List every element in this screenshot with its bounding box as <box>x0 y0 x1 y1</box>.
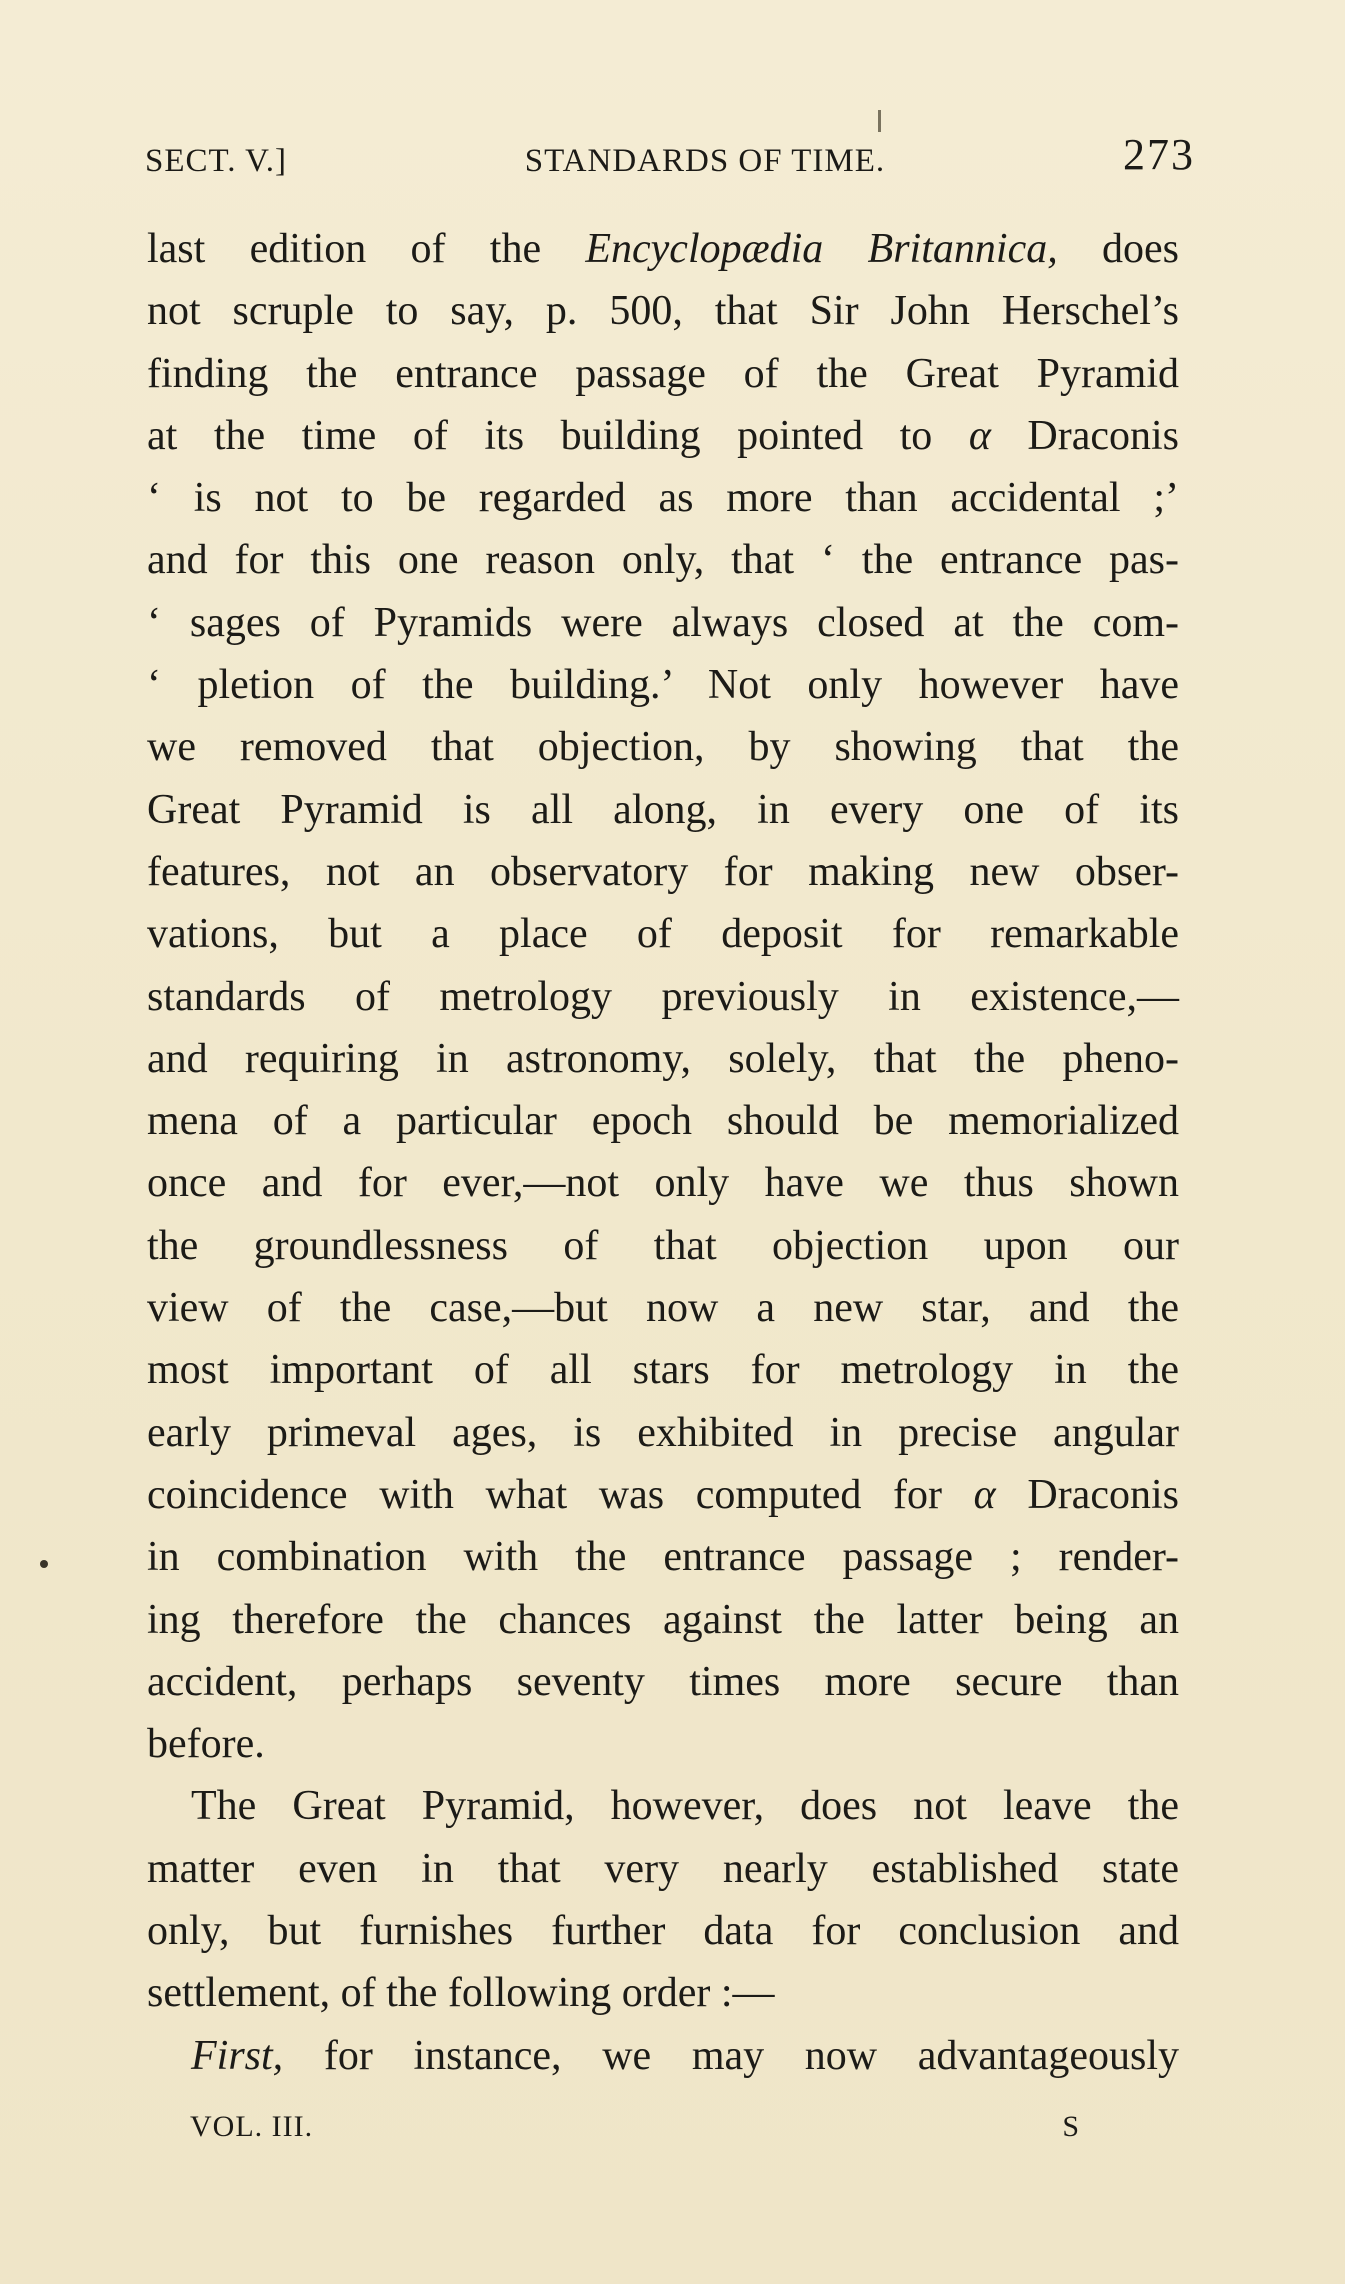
text-run: ‘ pletion of the building.’ Not only however have <box>147 662 1179 709</box>
text-line <box>147 1152 1179 1214</box>
text-line <box>147 1090 1179 1152</box>
text-line <box>147 467 1179 529</box>
text-line <box>147 343 1179 405</box>
text-line <box>147 1526 1179 1588</box>
text-line <box>147 280 1179 342</box>
signature-line <box>190 2110 1080 2144</box>
text-run: vations, but a place of deposit for remarkable <box>147 911 1179 958</box>
text-run: finding the entrance passage of the Great Pyramid <box>147 350 1179 397</box>
text-line <box>147 218 1179 280</box>
paragraph <box>147 2025 1179 2087</box>
text-line <box>147 1589 1179 1651</box>
paragraph <box>147 1775 1179 2024</box>
text-run: ing therefore the chances against the latter being an <box>147 1596 1179 1643</box>
text-run: The Great Pyramid, however, does not leave the <box>191 1783 1179 1830</box>
text-line <box>147 1339 1179 1401</box>
text-line <box>147 1775 1179 1837</box>
text-run: most important of all stars for metrology in the <box>147 1347 1179 1394</box>
text-run: view of the case,—but now a new star, and the <box>147 1285 1179 1332</box>
text-line <box>147 903 1179 965</box>
text-run: last edition of the <box>147 226 586 272</box>
text-run: we removed that objection, by showing that the <box>147 724 1179 771</box>
text-run: coincidence with what was computed for <box>147 1471 974 1518</box>
text-line <box>147 1962 1179 2024</box>
italic-text: First, <box>191 2032 284 2079</box>
text-line <box>147 405 1179 467</box>
margin-dot <box>40 1560 48 1568</box>
text-run: for instance, we may now advantageously <box>283 2032 1179 2079</box>
text-run: before. <box>147 1721 265 1768</box>
text-line <box>147 529 1179 591</box>
text-run: the groundlessness of that objection upon our <box>147 1222 1179 1269</box>
italic-text: Encyclopædia Britannica, <box>585 226 1058 272</box>
text-line <box>147 592 1179 654</box>
paragraph <box>147 218 1179 1775</box>
volume-signature: VOL. III. <box>190 2110 314 2143</box>
text-run: not scruple to say, p. 500, that Sir John Herschel’s <box>147 288 1179 335</box>
text-line <box>147 966 1179 1028</box>
text-run: features, not an observatory for making new obser- <box>147 848 1179 895</box>
text-line <box>147 1713 1179 1775</box>
text-run: once and for ever,—not only have we thus shown <box>147 1160 1179 1207</box>
text-run: does <box>1057 226 1179 272</box>
text-run: settlement, of the following order :— <box>147 1970 775 2017</box>
text-line <box>147 654 1179 716</box>
text-run: in combination with the entrance passage ; render- <box>147 1534 1179 1581</box>
text-line <box>147 1900 1179 1962</box>
text-line <box>147 1215 1179 1277</box>
italic-text: α <box>968 412 991 459</box>
text-line <box>147 1838 1179 1900</box>
text-run: early primeval ages, is exhibited in precise angular <box>147 1409 1179 1456</box>
text-line <box>147 1402 1179 1464</box>
text-run: Great Pyramid is all along, in every one of its <box>147 786 1179 833</box>
text-line <box>147 1651 1179 1713</box>
text-line <box>147 1277 1179 1339</box>
text-line <box>147 1028 1179 1090</box>
page-number: 273 <box>1122 130 1195 179</box>
text-line <box>147 1464 1179 1526</box>
text-run: ‘ is not to be regarded as more than accidental ;’ <box>147 475 1179 522</box>
text-run: matter even in that very nearly established state <box>147 1845 1179 1892</box>
text-run: and requiring in astronomy, solely, that the pheno- <box>147 1035 1179 1082</box>
italic-text: α <box>973 1471 996 1518</box>
running-head <box>145 130 1195 180</box>
gathering-signature: S <box>1062 2110 1080 2143</box>
text-line <box>147 2025 1179 2087</box>
print-mark <box>878 110 881 132</box>
text-run: and for this one reason only, that ‘ the entrance pas- <box>147 537 1179 584</box>
text-run: Draconis <box>990 412 1179 459</box>
text-line <box>147 716 1179 778</box>
text-run: accident, perhaps seventy times more secure than <box>147 1658 1179 1705</box>
text-run: Draconis <box>995 1471 1179 1518</box>
body-text <box>147 218 1179 2087</box>
text-run: at the time of its building pointed to <box>147 412 969 459</box>
text-run: mena of a particular epoch should be memorialized <box>147 1098 1179 1145</box>
text-run: standards of metrology previously in existence,— <box>147 973 1179 1020</box>
text-run: ‘ sages of Pyramids were always closed at the com- <box>147 599 1179 646</box>
section-label: SECT. V.] <box>145 143 287 179</box>
text-run: only, but furnishes further data for conclusion and <box>147 1908 1179 1955</box>
text-line <box>147 841 1179 903</box>
running-title: STANDARDS OF TIME. <box>524 143 886 179</box>
text-line <box>147 779 1179 841</box>
